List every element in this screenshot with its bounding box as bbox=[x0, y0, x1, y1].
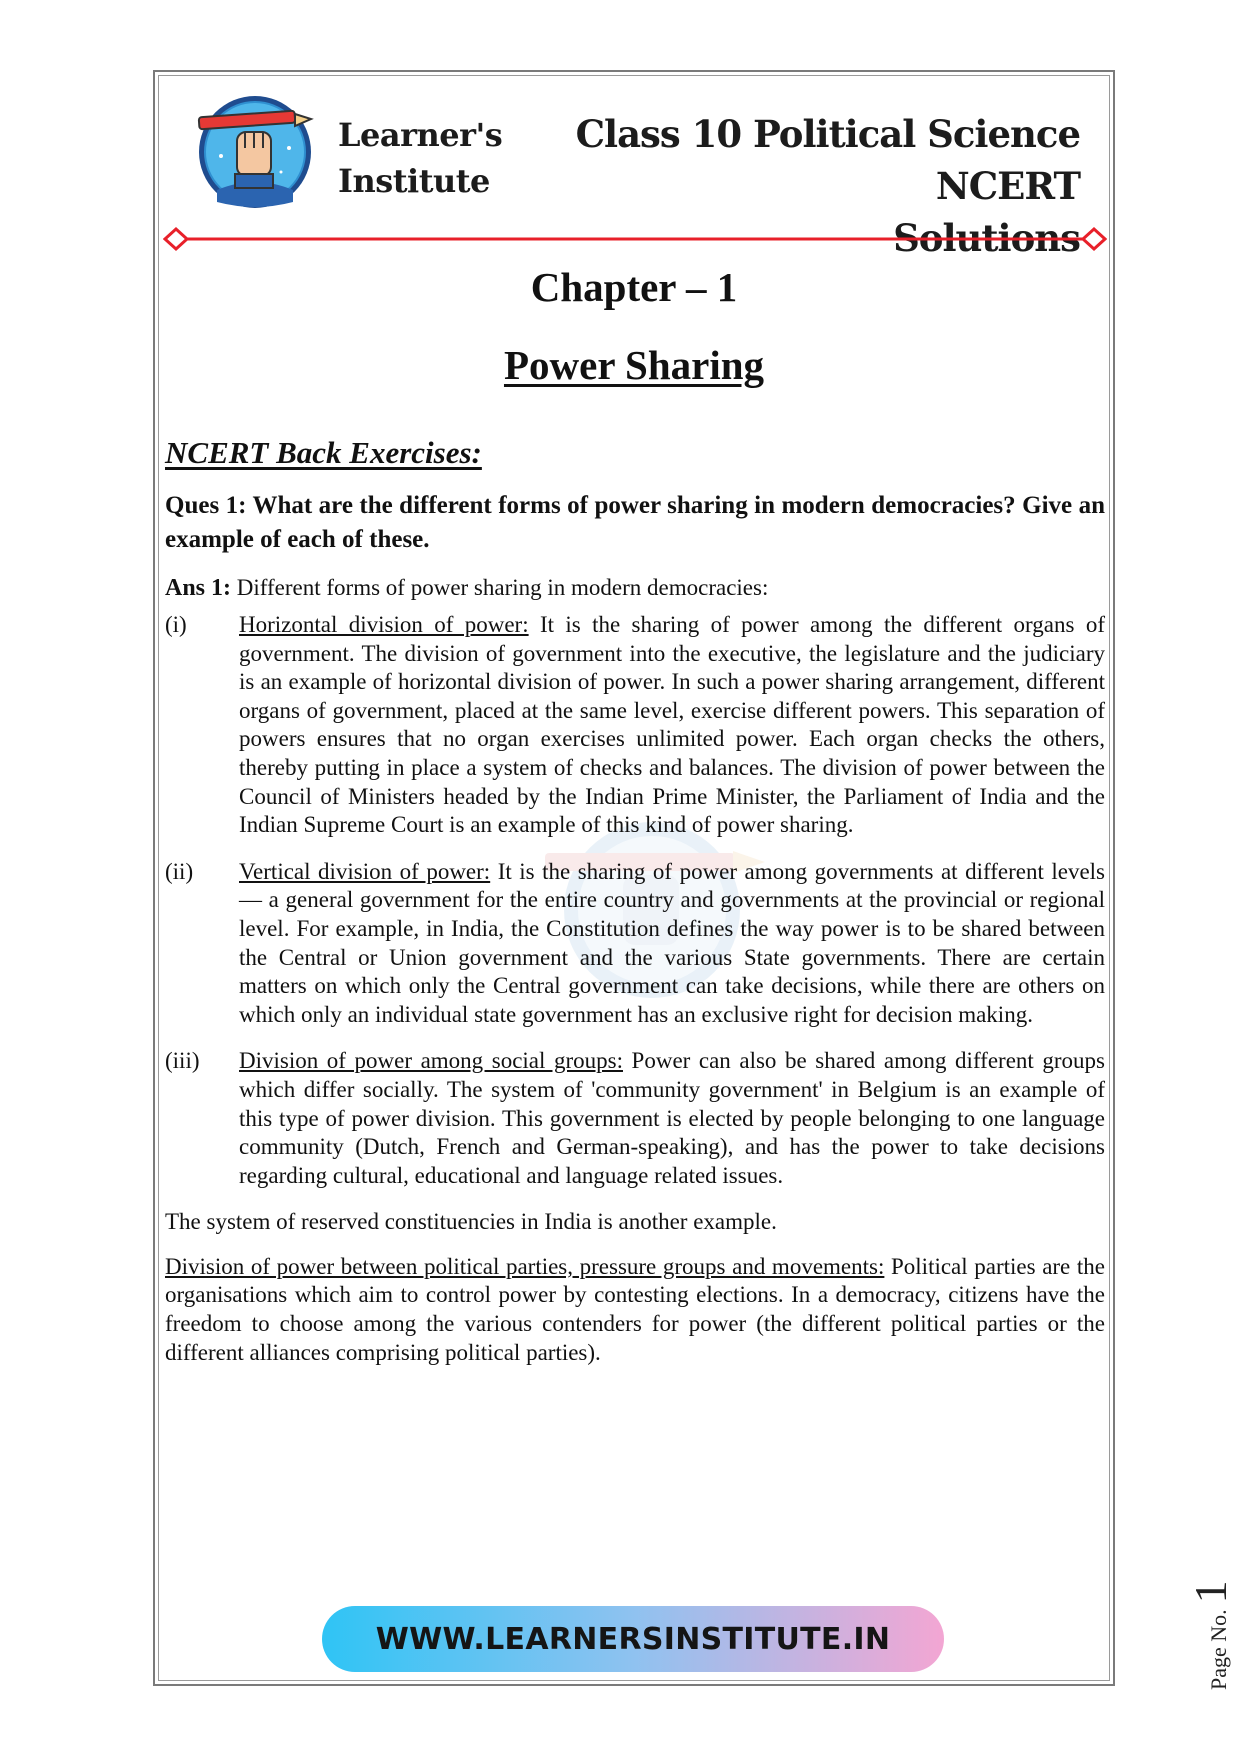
item-number: (ii) bbox=[165, 858, 194, 884]
brand-line-1: Learner's bbox=[338, 116, 503, 154]
item-body: Power can also be shared among different groups which differ socially. The system of 'community government' in Belgium is an example of this type of power division. This government is elected by people belonging to one language community (Dutch, French and German-speaking), and has the power to take decisions regarding cultural, educational and language related issues. bbox=[239, 1048, 1105, 1188]
item-heading: Horizontal division of power: bbox=[239, 612, 529, 637]
item-body: It is the sharing of power among the different organs of government. The division of government into the executive, the legislature and the judiciary is an example of horizontal division of power. In such a power sharing arrangement, different organs of government, placed at the same level, exercise different powers. This separation of powers ensures that no organ exercises unlimited power. Each organ checks the others, thereby putting in place a system of checks and balances. The division of power between the Council of Ministers headed by the Indian Prime Minister, the Parliament of India and the Indian Supreme Court is an example of this kind of power sharing. bbox=[239, 612, 1105, 838]
item-text bbox=[239, 858, 1105, 1030]
item-body: It is the sharing of power among governments at different levels — a general government for the entire country and governments at the provincial or regional level. For example, in India, the Constitution defines the way power is to be shared between the Central or Union government and the various State governments. There are certain matters on which only the Central government can take decisions, while there are others on which only an individual state government has an exclusive right for decision making. bbox=[239, 858, 1105, 1027]
answer-intro bbox=[165, 573, 1105, 603]
list-item bbox=[165, 611, 1105, 840]
item-text bbox=[239, 611, 1105, 840]
brand-name bbox=[338, 112, 503, 204]
website-link[interactable]: WWW.LEARNERSINSTITUTE.IN bbox=[322, 1606, 944, 1672]
item-number: (i) bbox=[165, 612, 187, 637]
section-heading: NCERT Back Exercises: bbox=[165, 435, 482, 470]
reserved-constituencies-note: The system of reserved constituencies in India is another example. bbox=[165, 1209, 777, 1235]
title-line-1: Class 10 Political Science NCERT bbox=[575, 112, 1080, 208]
topic-text: Power Sharing bbox=[503, 342, 765, 388]
list-item bbox=[165, 1047, 1105, 1190]
title-line-2: Solutions bbox=[893, 216, 1080, 260]
list-item bbox=[165, 858, 1105, 1030]
item-heading: Vertical division of power: bbox=[239, 858, 491, 884]
page-number-value: 1 bbox=[1185, 1580, 1236, 1604]
topic-heading bbox=[153, 340, 1115, 390]
parties-body: Political parties are the organisations which aim to control power by contesting elections. In a democracy, citizens have the freedom to choose among the various contenders for power (the different political parties or the different alliances comprising political parties). bbox=[165, 1253, 1105, 1365]
chapter-heading: Chapter – 1 bbox=[530, 264, 738, 310]
learners-institute-logo-icon bbox=[195, 92, 315, 212]
item-text bbox=[239, 1047, 1105, 1190]
item-number: (iii) bbox=[165, 1048, 200, 1074]
answer-intro-text: Different forms of power sharing in modern democracies: bbox=[236, 575, 769, 600]
answer-label: Ans 1: bbox=[165, 575, 232, 601]
political-parties-paragraph bbox=[165, 1253, 1105, 1367]
item-heading: Division of power among social groups: bbox=[239, 1048, 623, 1074]
page-number bbox=[1184, 1580, 1237, 1690]
brand-line-2: Institute bbox=[338, 162, 490, 200]
parties-heading: Division of power between political parties, pressure groups and movements: bbox=[165, 1253, 885, 1279]
question-1: Ques 1: What are the different forms of power sharing in modern democracies? Give an example of each of these. bbox=[165, 492, 1105, 553]
header-divider bbox=[163, 226, 1107, 252]
page-number-label: Page No. bbox=[1206, 1609, 1231, 1690]
main-content bbox=[165, 433, 1105, 1383]
